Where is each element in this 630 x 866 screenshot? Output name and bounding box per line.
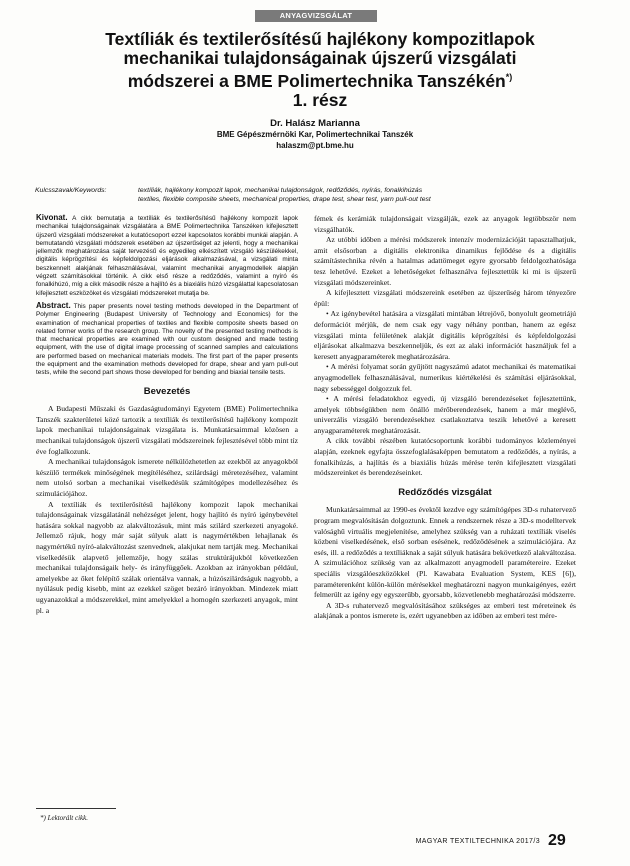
footnote: *) Lektorált cikk. [40,814,89,822]
paragraph: A Budapesti Műszaki és Gazdaságtudományi Egyetem (BME) Polimertechnika Tanszék szakterületei közé tartozik a textíliák és textilerősítésű hajlékony kompozit lapok mechanikai tulajdonságainak vizsgálata is. Munkatársaimmal közösen a mechanikai tulajdonságok újszerű vizsgálati módszereinek fejlesztésével több mint tíz éve foglalkozunk. [36,404,298,456]
drape-heading: Redőződés vizsgálat [398,486,492,498]
paragraph: A kifejlesztett vizsgálati módszereink esetében az újszerűség három tényezőre épül: [314,288,576,308]
paragraph: A 3D-s ruhatervező megvalósításához szükséges az emberi test méreteinek és alakjának a pontos ismerete is, ezért ugyanebben az időben az emberi test mére- [314,600,576,621]
page-number: 29 [548,832,566,849]
bullet-item: • A mérési folyamat során gyűjtött nagyszámú adatot mechanikai és matematikai anyagmodellek felhasználásával, numerikus kiértékelési és számítási eljárásokkal, nagy sebességgel dolgozzuk fel. [314,362,576,393]
keywords-en: textiles, flexible composite sheets, mechanical properties, drape test, shear test, yarn pull-out test [138,196,431,203]
right-body [314,214,576,479]
section-tab: ANYAGVIZSGÁLAT [255,10,377,22]
abstract-hu: Kivonat. A cikk bemutatja a textíliák és textilerősítésű hajlékony kompozit lapok mechanikai tulajdonságainak vizsgálatára a BME Polimertechnika Tanszéken kifejlesztett újszerű vizsgálati módszereket a kutatócsoport ezzel kapcsolatos korábbi munkái alapján. A bemutatandó vizsgálati módszerek esetében az újszerűséget az jelenti, hogy a mechanikai jellemzők meghatározása saját tervezésű és egyedileg elkészített vizsgáló készülékekkel, digitális képrögzítési és képfeldolgozási eljárások alkalmazásával, a vizsgálati minta beszkennelt alakjának felhasználásával, valamint mechanikai anyagmodellek alapján végzett számításokkal történik. A cikk első része a redőződés, valamint a nyíró és fonalkihúzó, míg a cikk második része a hajlító és a biaxiális húzó vizsgálattal kapcsolatosan kifejlesztett eszközöket és vizsgálati módszereket mutatja be. [36,213,298,297]
paragraph: A mechanikai tulajdonságok ismerete nélkülözhetetlen az ezekből az anyagokból készülő termékek minőségének megítéléséhez, szilárdsági méretezéséhez, valamint nem utolsó sorban a mechanikai viselkedésük számítógépes modellezéséhez és szimulációjához. [36,457,298,498]
title-footnote-mark: *) [505,72,513,82]
title-line-1: Textíliák és textilerősítésű hajlékony kompozitlapok [105,29,535,49]
author-email[interactable]: halaszm@pt.bme.hu [276,141,354,150]
journal-footer: MAGYAR TEXTILTECHNIKA 2017/3 [415,838,540,845]
author-name: Dr. Halász Marianna [270,118,360,129]
intro-heading: Bevezetés [143,385,191,397]
bullet-item: • A mérési feladatokhoz egyedi, új vizsgáló berendezéseket fejlesztettünk, amelyek többségükben nem önálló mérőberendezések, hanem a már meglévő, univerzális vizsgáló berendezésekhez csatlakoztatva teszik lehetővé a keresett anyagparaméterek meghatározását. [314,394,576,435]
intro-body [36,404,298,616]
drape-body [314,505,576,622]
left-column [36,214,298,616]
author-block [0,118,630,151]
title-line-2: mechanikai tulajdonságainak újszerű vizsgálati [123,48,517,68]
article-title [40,30,600,110]
paragraph: Munkatársaimmal az 1990-es évektől kezdve egy számítógépes 3D-s ruhatervező program megvalósításán dolgoztunk. Ennek a rendszernek része a 3D-s modelltervek valósághű virtuális megjelenítése, amelyhez szükség van a ruházati textíliák viselés közbeni viselkedésének, első sorban esésének, redőződésének a szimulációjára. Az esés, ill. a redőződés a textíliáknak a saját súlyuk hatására bekövetkező alakváltozása. A szimulációhoz szükség van az alkalmazott anyagmodell paramétereire. Ezeket speciális vizsgálóeszközökkel (Pl. Kawabata Evaluation System, KES [6]), paraméterenként külön-külön mérésekkel meghatározni nagyon munkaigényes, ezért felmerült az igény egy egyszerűbb, gyorsabb, közvetlenebb meghatározási módszerre. [314,505,576,600]
abstract-block [36,214,298,378]
bullet-item: • Az igénybevétel hatására a vizsgálati mintában létrejövő, bonyolult geometriájú deformációt mérjük, de nem csak egy vagy néhány pontban, hanem az egész vizsgálati minta felületének alakját digitális képrögzítési és képfeldolgozási eljárásokat alkalmazva beszkenneljük, és ezt az alaki információt használjuk fel a keresett anyagparaméterek meghatározására. [314,309,576,361]
abstract-en: Abstract. This paper presents novel testing methods developed in the Department of Polymer Engineering (Budapest University of Technology and Economics) for the examination of mechanical properties of textiles and flexible composite sheets based on related former works of the research group. The novelty of the presented testing methods is that mechanical properties are examined with our custom designed and made testing equipment, with the use of digital image processing of scanned samples and calculations are performed based on mechanical materials models. The first part of the paper presents the equipment and the examination methods developed for drape, shear and yarn pull-out tests, while the second part shows those developed for bending and biaxial tensile tests. [36,300,298,377]
paragraph: A textíliák és textilerősítésű hajlékony kompozit lapok mechanikai tulajdonságainak vizsgálatánál nehézséget jelent, hogy hajlító és nyíró igénybevétel hatására sokkal nagyobb az alakváltozásuk, mint más szilárd szerkezeti anyagoké. Jellemző rájuk, hogy már saját súlyuk alatt is nagymértékben lehajlanak és nagymértékű nyíró-alakváltozást szenvednek, alakjukat nem tartják meg. Mechanikai viselkedésük alapvető jellemzője, hogy szálas struktúrájukból következően mechanikai tulajdonságaik hely- és irányfüggőek. Azokban az irányokban például, amelyekbe az őket felépítő szálak orientálva vannak, a húzószilárdságuk nagyobb, a nyúlásuk pedig kisebb, mint az ezekkel szöget bezáró irányokban. Mindezek miatt ugyanazokkal a módszerekkel, mint amelyekkel a homogén szerkezeti anyagok, mint pl. a [36,499,298,615]
title-part: 1. rész [292,89,348,110]
paragraph: A cikk további részében kutatócsoportunk korábbi tudományos közleményei alapján, ezeknek egyfajta összefoglalásaképpen bemutatom a redőződés, a nyírás, a fonalkihúzás, a hajlítás és a biaxiális húzás mérése terén kifejlesztett vizsgálati módszereinket és berendezéseinket. [314,436,576,478]
keywords-hu: textíliák, hajlékony kompozit lapok, mechanikai tulajdonságok, redőződés, nyírás, fonalkihúzás [138,187,423,194]
keywords-label: Kulcsszavak/Keywords: [35,187,107,194]
paragraph: Az utóbbi időben a mérési módszerek intenzív modernizációját tapasztalhatjuk, amit elsősorban a digitális elektronika dinamikus fejlődése és a digitális számítástechnika révén a hatalmas adattömeget egyre gyorsabb feldolgozhatósága tesz lehetővé. Ezeket a lehetőségeket felhasználva fejlesztettük ki mi is újszerű vizsgálati módszereinket. [314,235,576,287]
title-line-3: módszerei a BME Polimertechnika Tanszékén*) [127,70,513,91]
right-column [314,214,576,622]
footnote-rule [36,808,116,809]
author-affiliation: BME Gépészmérnöki Kar, Polimertechnikai Tanszék [216,130,414,139]
keywords-text [138,186,608,204]
paragraph: fémek és kerámiák tulajdonságait vizsgálják, ezek az anyagok legtöbbször nem vizsgálhatók. [314,214,576,234]
